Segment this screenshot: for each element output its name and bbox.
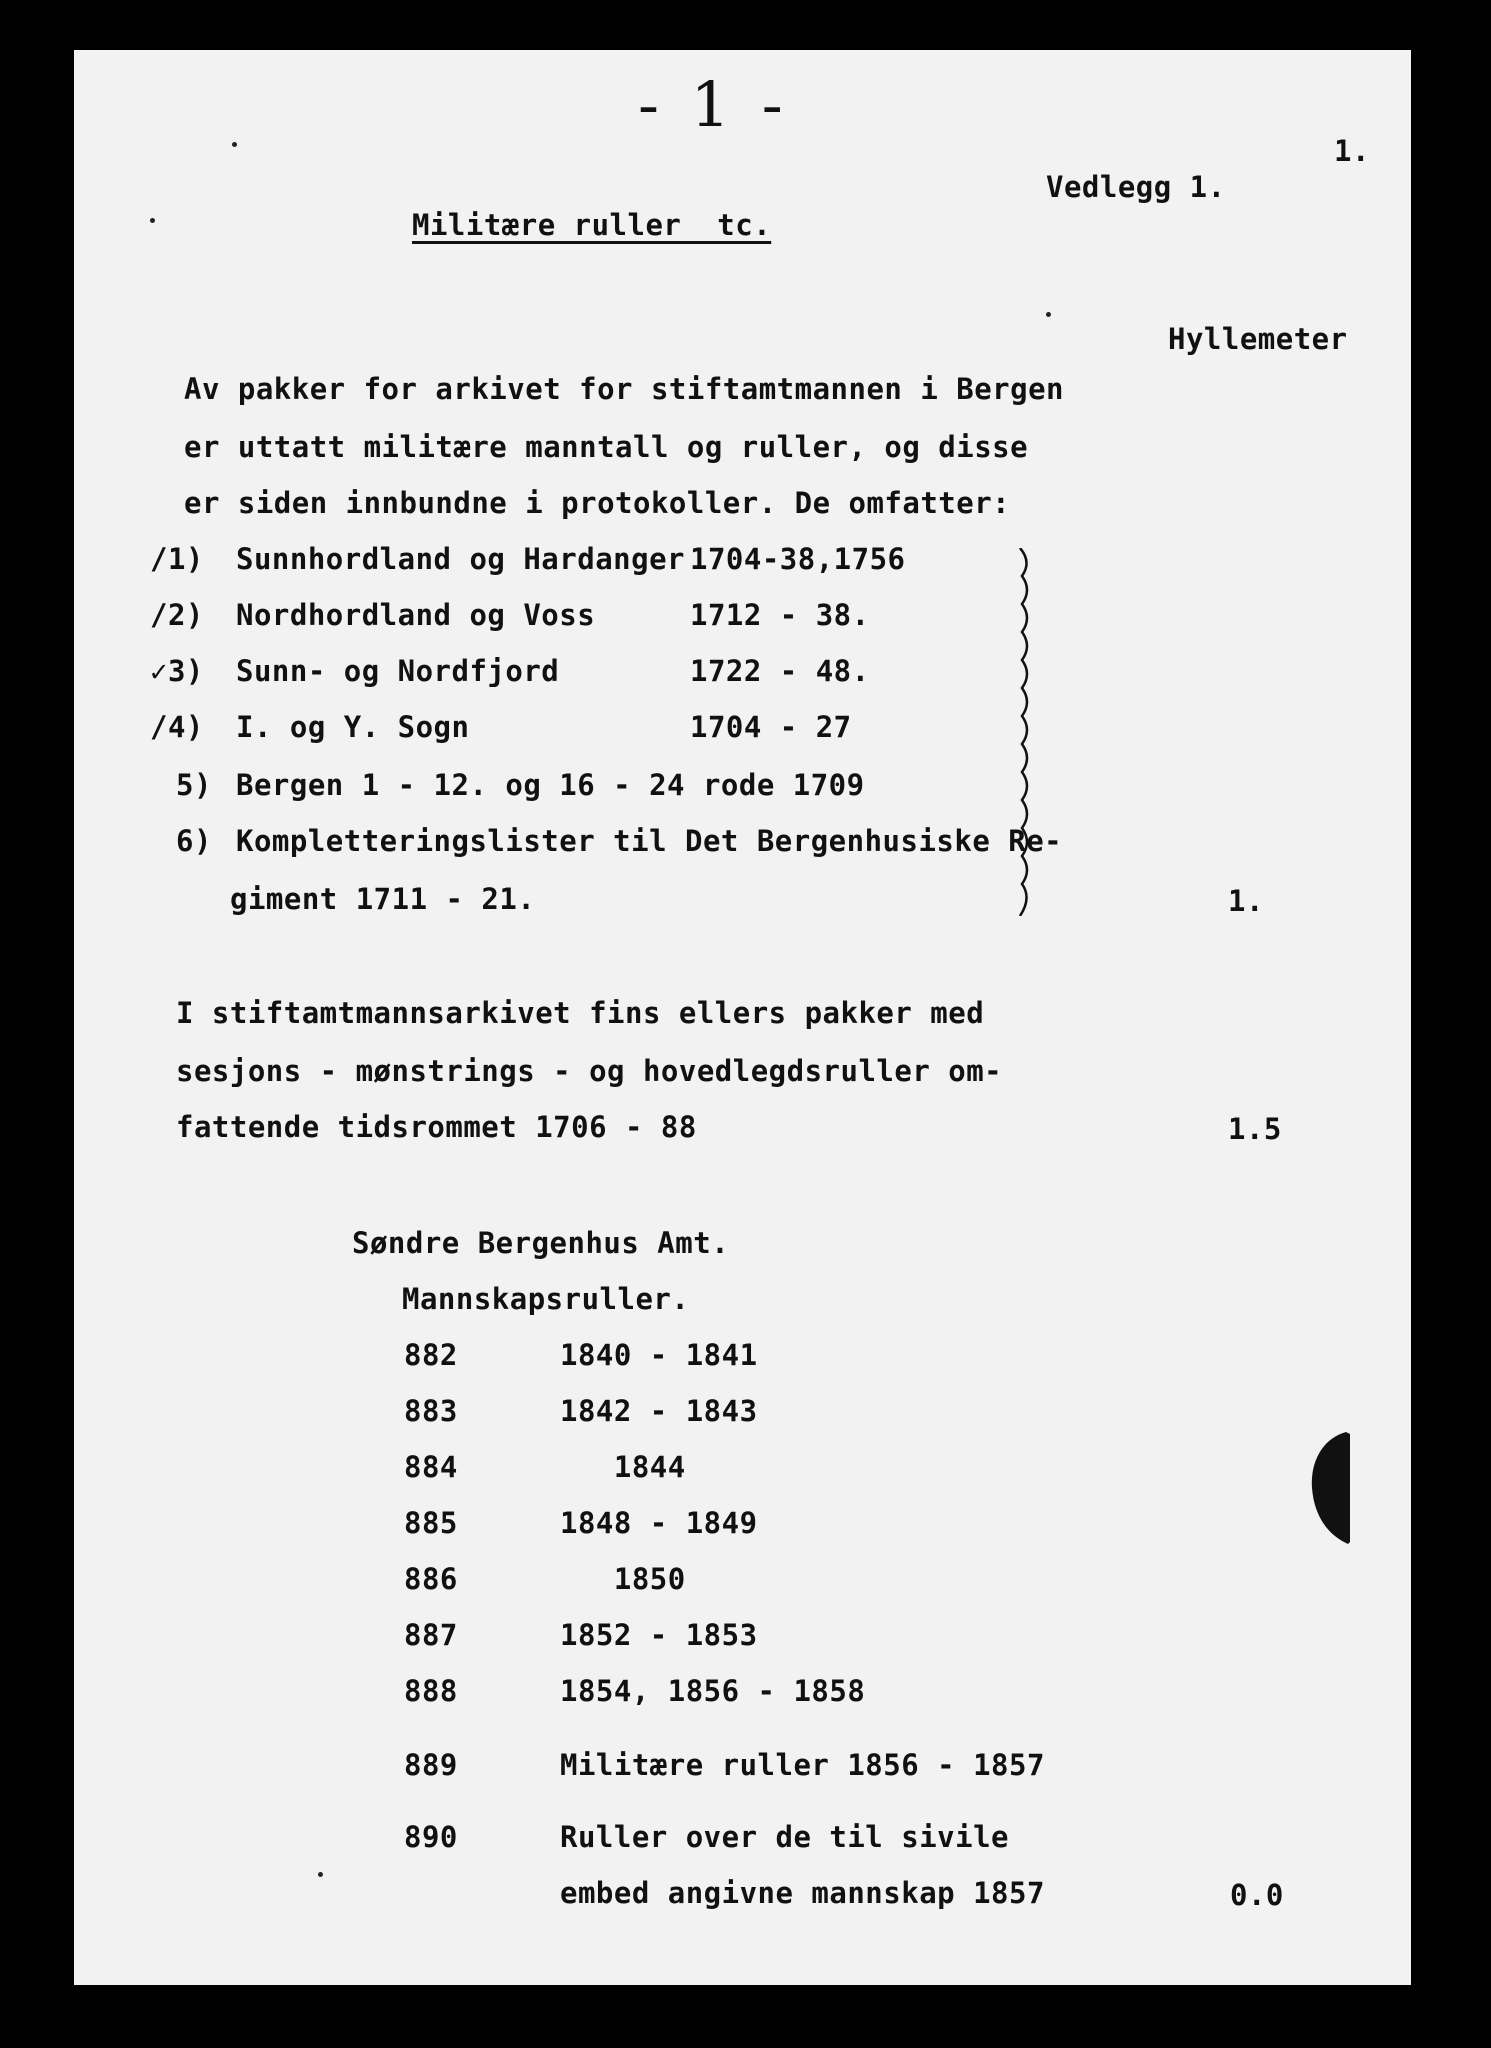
list-marker: ✓3) bbox=[150, 654, 204, 688]
roll-period: 1848 - 1849 bbox=[560, 1506, 758, 1540]
roll-number: 884 bbox=[404, 1450, 458, 1484]
roll-period: 1840 - 1841 bbox=[560, 1338, 758, 1372]
shelf-value: 1. bbox=[1228, 884, 1264, 918]
section-heading: Søndre Bergenhus Amt. bbox=[352, 1226, 730, 1260]
speck bbox=[232, 142, 237, 147]
speck bbox=[318, 1872, 323, 1877]
list-marker: /4) bbox=[150, 710, 204, 744]
roll-number: 883 bbox=[404, 1394, 458, 1428]
attachment-label: Vedlegg 1. bbox=[1046, 170, 1226, 204]
section-subheading: Mannskapsruller. bbox=[402, 1282, 690, 1316]
page-number: 1. bbox=[1334, 134, 1370, 168]
list-marker: 5) bbox=[176, 768, 212, 802]
document-title: Militære ruller tc. bbox=[412, 208, 772, 242]
para2-line-1: I stiftamtmannsarkivet fins ellers pakker med bbox=[176, 996, 985, 1030]
list-item-continuation: giment 1711 - 21. bbox=[230, 882, 536, 916]
roll-period: Ruller over de til sivile bbox=[560, 1820, 1009, 1854]
list-item-name: I. og Y. Sogn bbox=[236, 710, 470, 744]
para2-line-3: fattende tidsrommet 1706 - 88 bbox=[176, 1110, 697, 1144]
list-item-name: Sunnhordland og Hardanger bbox=[236, 542, 685, 576]
list-item-name: Nordhordland og Voss bbox=[236, 598, 596, 632]
roll-number: 886 bbox=[404, 1562, 458, 1596]
roll-number: 887 bbox=[404, 1618, 458, 1652]
roll-period: 1844 bbox=[560, 1450, 686, 1484]
intro-line-3: er siden innbundne i protokoller. De omfatter: bbox=[184, 486, 1011, 520]
roll-period: Militære ruller 1856 - 1857 bbox=[560, 1748, 1045, 1782]
page-mark: - 1 - bbox=[638, 68, 789, 141]
roll-period: 1842 - 1843 bbox=[560, 1394, 758, 1428]
speck bbox=[150, 218, 155, 223]
para2-line-2: sesjons - mønstrings - og hovedlegdsruller om- bbox=[176, 1054, 1003, 1088]
shelf-value: 0.0 bbox=[1230, 1878, 1284, 1912]
roll-number: 885 bbox=[404, 1506, 458, 1540]
roll-period: 1854, 1856 - 1858 bbox=[560, 1674, 866, 1708]
speck bbox=[1046, 312, 1051, 317]
intro-line-2: er uttatt militære manntall og ruller, og disse bbox=[184, 430, 1029, 464]
list-marker: /1) bbox=[150, 542, 204, 576]
curly-brace-icon bbox=[1016, 548, 1034, 916]
list-marker: /2) bbox=[150, 598, 204, 632]
list-marker: 6) bbox=[176, 824, 212, 858]
shelf-value: 1.5 bbox=[1228, 1112, 1282, 1146]
list-item-years: 1704 - 27 bbox=[690, 710, 852, 744]
roll-period-continuation: embed angivne mannskap 1857 bbox=[560, 1876, 1045, 1910]
intro-line-1: Av pakker for arkivet for stiftamtmannen i Bergen bbox=[184, 372, 1065, 406]
roll-number: 882 bbox=[404, 1338, 458, 1372]
roll-period: 1850 bbox=[560, 1562, 686, 1596]
list-item-name: Bergen 1 - 12. og 16 - 24 rode 1709 bbox=[236, 768, 865, 802]
list-item-name: Sunn- og Nordfjord bbox=[236, 654, 560, 688]
roll-period: 1852 - 1853 bbox=[560, 1618, 758, 1652]
list-item-years: 1712 - 38. bbox=[690, 598, 870, 632]
list-item-name: Kompletteringslister til Det Bergenhusiske Re- bbox=[236, 824, 1063, 858]
shelf-label: Hyllemeter bbox=[1168, 322, 1348, 356]
roll-number: 889 bbox=[404, 1748, 458, 1782]
roll-number: 890 bbox=[404, 1820, 458, 1854]
list-item-years: 1722 - 48. bbox=[690, 654, 870, 688]
ink-blot bbox=[1306, 1430, 1352, 1546]
roll-number: 888 bbox=[404, 1674, 458, 1708]
list-item-years: 1704-38,1756 bbox=[690, 542, 906, 576]
